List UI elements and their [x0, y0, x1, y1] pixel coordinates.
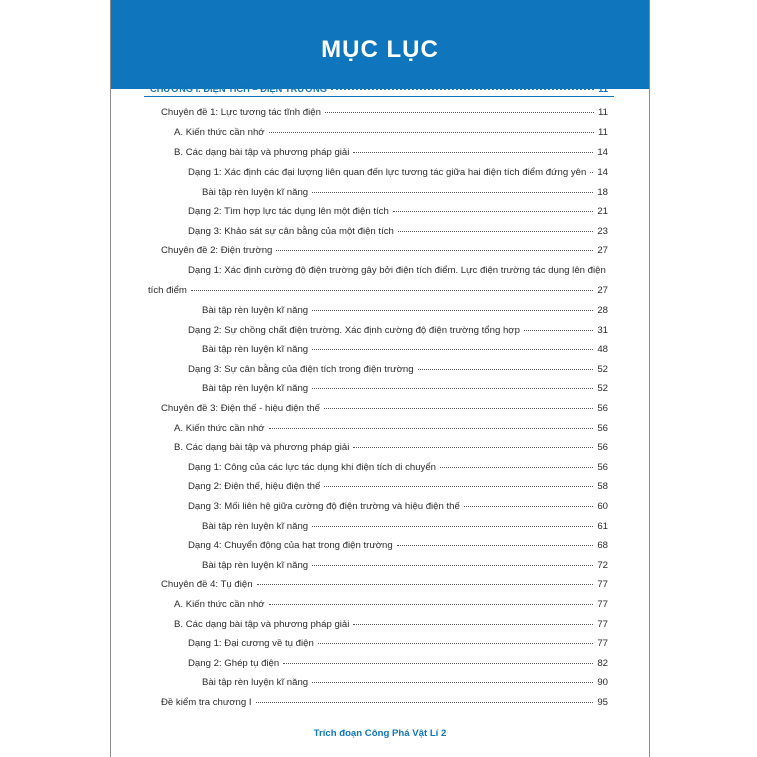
toc-entry[interactable] [188, 363, 608, 375]
dot-leader [398, 223, 593, 232]
toc-entry[interactable] [188, 225, 608, 237]
dot-leader [318, 635, 594, 644]
entry-page: 48 [597, 344, 608, 355]
dot-leader [325, 104, 594, 113]
toc-entry[interactable] [202, 186, 608, 198]
toc-entry[interactable] [188, 539, 608, 551]
toc-entry[interactable] [174, 146, 608, 158]
toc-entry[interactable] [161, 106, 608, 118]
toc-entry[interactable] [202, 304, 608, 316]
entry-label: Bài tập rèn luyện kĩ năng [202, 560, 309, 571]
entry-label: Dạng 3: Sự cân bằng của điện tích trong điện trường [188, 364, 414, 375]
toc-entry[interactable] [188, 500, 608, 512]
toc-entry[interactable] [174, 598, 608, 610]
dot-leader [283, 655, 593, 664]
toc-entry[interactable] [202, 343, 608, 355]
entry-page: 23 [597, 226, 608, 237]
toc-entry[interactable] [202, 559, 608, 571]
entry-label: Bài tập rèn luyện kĩ năng [202, 383, 309, 394]
entry-page: 56 [597, 403, 608, 414]
entry-page: 18 [597, 187, 608, 198]
entry-label: Dạng 2: Điện thế, hiệu điện thế [188, 481, 321, 492]
entry-label: Chuyên đề 3: Điện thế - hiệu điện thế [161, 403, 320, 414]
entry-page: 28 [597, 305, 608, 316]
dot-leader [353, 144, 593, 153]
entry-label: Đề kiểm tra chương I [161, 697, 252, 708]
entry-page: 58 [597, 481, 608, 492]
dot-leader [331, 80, 594, 90]
toc-page [110, 0, 650, 757]
entry-label: Bài tập rèn luyện kĩ năng [202, 305, 309, 316]
toc-entry[interactable] [174, 618, 608, 630]
dot-leader [464, 498, 593, 507]
toc-entry[interactable] [161, 578, 608, 590]
dot-leader [590, 164, 593, 173]
entry-page: 60 [597, 501, 608, 512]
entry-page: 77 [597, 579, 608, 590]
entry-label: Chuyên đề 4: Tụ điện [161, 579, 253, 590]
toc-entry-wrapped[interactable] [188, 265, 608, 276]
dot-leader [269, 124, 594, 133]
entry-page: 14 [597, 147, 608, 158]
dot-leader [191, 282, 593, 291]
toc-entry[interactable] [161, 696, 608, 708]
entry-page: 77 [597, 619, 608, 630]
dot-leader [418, 361, 594, 370]
toc-entry[interactable] [202, 382, 608, 394]
dot-leader [276, 242, 593, 251]
toc-entry[interactable] [188, 166, 608, 178]
entry-label: Dạng 2: Tìm hợp lực tác dụng lên một điện tích [188, 206, 389, 217]
dot-leader [269, 596, 594, 605]
entry-label: A. Kiến thức cần nhớ [174, 423, 265, 434]
entry-label: tích điểm [148, 285, 187, 296]
entry-page: 52 [597, 364, 608, 375]
entry-page: 14 [597, 167, 608, 178]
entry-label: Dạng 3: Mối liên hệ giữa cường độ điện trường và hiệu điện thế [188, 501, 460, 512]
dot-leader [353, 616, 593, 625]
dot-leader [256, 694, 594, 703]
dot-leader [257, 576, 594, 585]
toc-entry[interactable] [174, 126, 608, 138]
dot-leader [312, 674, 593, 683]
entry-label: Bài tập rèn luyện kĩ năng [202, 187, 309, 198]
entry-page: 95 [597, 697, 608, 708]
entry-page: 68 [597, 540, 608, 551]
entry-page: 56 [597, 462, 608, 473]
entry-label: Chuyên đề 1: Lực tương tác tĩnh điện [161, 107, 321, 118]
dot-leader [524, 322, 593, 331]
chapter-underline [144, 96, 614, 97]
dot-leader [312, 184, 593, 193]
toc-entry[interactable] [202, 676, 608, 688]
entry-page: 11 [598, 107, 608, 118]
entry-label: Dạng 2: Sự chồng chất điện trường. Xác định cường độ điện trường tổng hợp [188, 325, 520, 336]
chapter-page: 11 [598, 84, 608, 94]
toc-entry[interactable] [202, 520, 608, 532]
toc-entry[interactable] [188, 480, 608, 492]
toc-entry[interactable] [174, 422, 608, 434]
toc-entry[interactable] [148, 284, 608, 296]
entry-label: Dạng 1: Đại cương về tụ điện [188, 638, 314, 649]
dot-leader [393, 203, 594, 212]
entry-page: 82 [597, 658, 608, 669]
entry-page: 77 [597, 638, 608, 649]
entry-label: B. Các dạng bài tập và phương pháp giải [174, 619, 350, 630]
dot-leader [312, 380, 593, 389]
entry-page: 52 [597, 383, 608, 394]
entry-label: A. Kiến thức cần nhớ [174, 599, 265, 610]
toc-chapter-heading[interactable] [150, 82, 608, 94]
dot-leader [353, 439, 593, 448]
dot-leader [324, 400, 593, 409]
chapter-label: CHƯƠNG I. ĐIỆN TÍCH – ĐIỆN TRƯỜNG [150, 84, 327, 94]
entry-label: Dạng 3: Khảo sát sự cân bằng của một điện tích [188, 226, 394, 237]
entry-label: B. Các dạng bài tập và phương pháp giải [174, 442, 350, 453]
entry-label: Dạng 4: Chuyển động của hạt trong điện trường [188, 540, 393, 551]
toc-entry[interactable] [188, 205, 608, 217]
entry-label: B. Các dạng bài tập và phương pháp giải [174, 147, 350, 158]
entry-page: 56 [597, 442, 608, 453]
entry-label: Dạng 1: Công của các lực tác dụng khi điện tích di chuyển [188, 462, 437, 473]
toc-entry[interactable] [188, 324, 608, 336]
toc-entry[interactable] [161, 244, 608, 256]
entry-label: Bài tập rèn luyện kĩ năng [202, 677, 309, 688]
entry-page: 72 [597, 560, 608, 571]
entry-label: Dạng 2: Ghép tụ điện [188, 658, 280, 669]
dot-leader [312, 302, 593, 311]
entry-page: 27 [597, 285, 608, 296]
entry-page: 27 [597, 245, 608, 256]
entry-page: 31 [597, 325, 608, 336]
dot-leader [269, 420, 594, 429]
entry-label: A. Kiến thức cần nhớ [174, 127, 265, 138]
entry-label: Bài tập rèn luyện kĩ năng [202, 521, 309, 532]
page-footer: Trích đoạn Công Phá Vật Lí 2 [313, 728, 447, 739]
entry-page: 77 [597, 599, 608, 610]
entry-label: Bài tập rèn luyện kĩ năng [202, 344, 309, 355]
entry-page: 21 [597, 206, 608, 217]
dot-leader [312, 341, 593, 350]
toc-entry[interactable] [188, 637, 608, 649]
toc-entry[interactable] [188, 657, 608, 669]
entry-page: 90 [597, 677, 608, 688]
entry-page: 11 [598, 127, 608, 138]
toc-entry[interactable] [174, 441, 608, 453]
entry-page: 56 [597, 423, 608, 434]
dot-leader [324, 478, 593, 487]
dot-leader [312, 557, 593, 566]
toc-entry[interactable] [161, 402, 608, 414]
dot-leader [440, 459, 593, 468]
entry-label: Chuyên đề 2: Điện trường [161, 245, 273, 256]
dot-leader [312, 518, 593, 527]
toc-entry[interactable] [188, 461, 608, 473]
dot-leader [397, 537, 594, 546]
entry-label: Dạng 1: Xác định các đại lượng liên quan đến lực tương tác giữa hai điện tích điểm đứng yên [188, 167, 587, 178]
title-banner [111, 0, 649, 89]
entry-label: Dạng 1: Xác định cường độ điện trường gây bởi điện tích điểm. Lực điện trường tác dụng lên điện [188, 265, 606, 276]
entry-page: 61 [597, 521, 608, 532]
page-title: MỤC LỤC [321, 36, 439, 63]
